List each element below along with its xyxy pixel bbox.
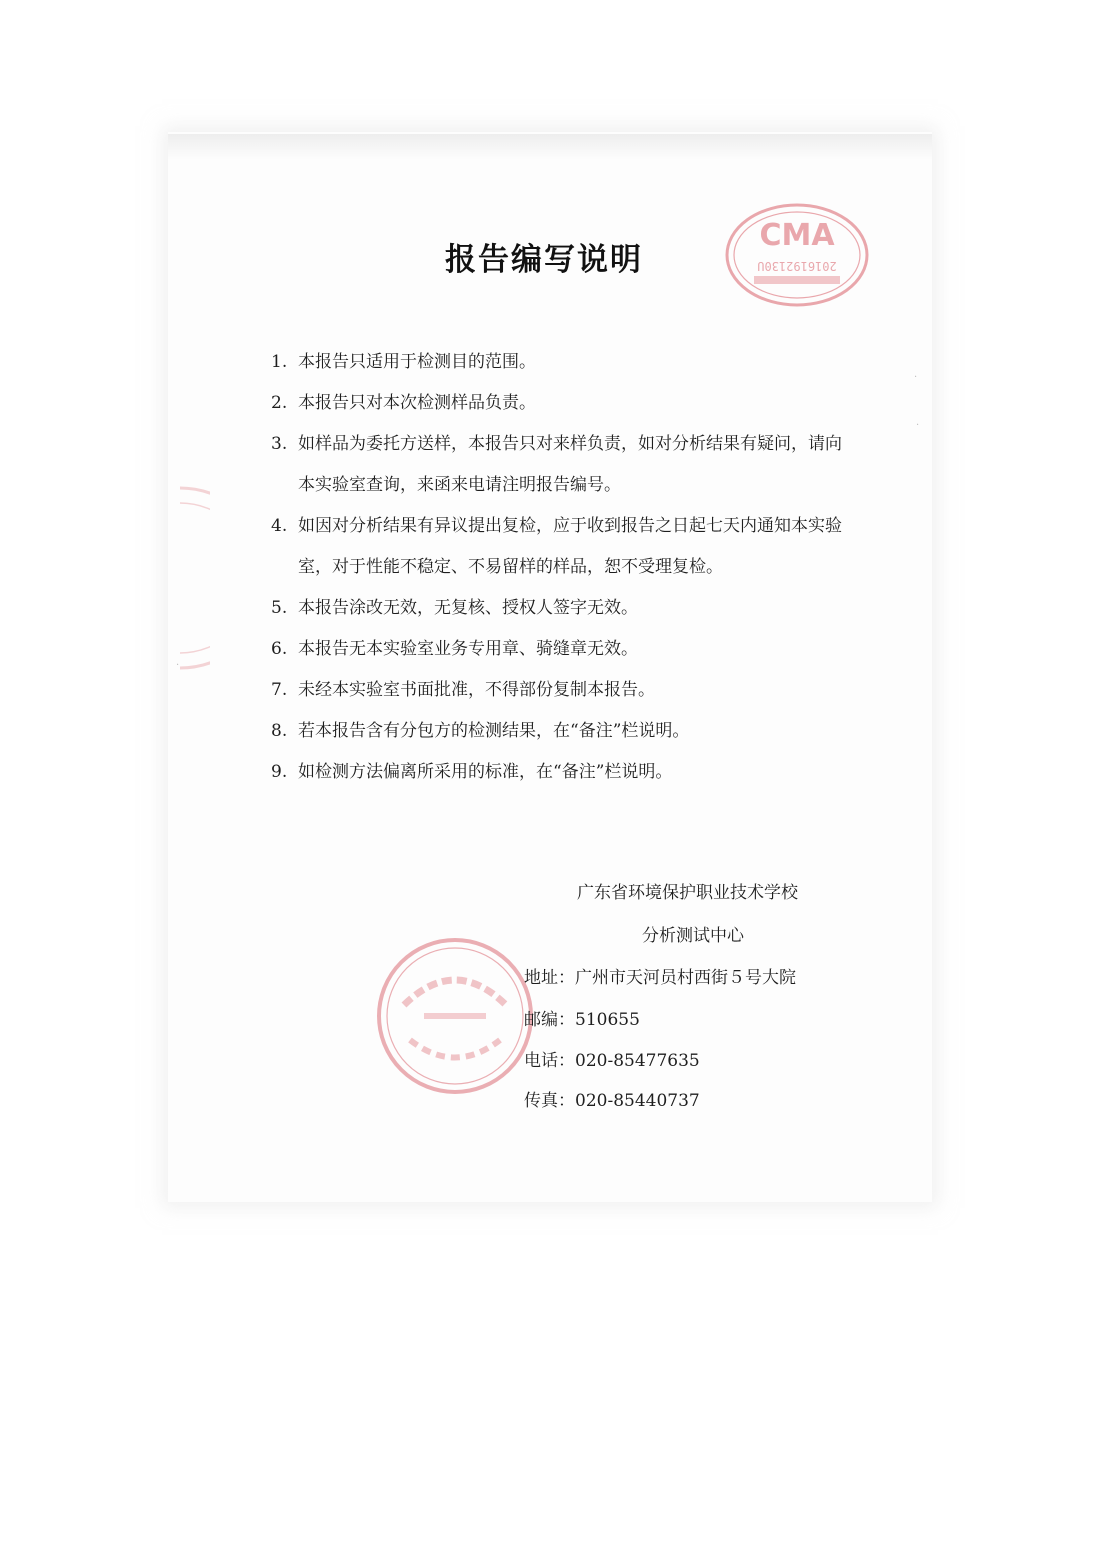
scan-speck: ·: [914, 372, 918, 383]
rule-text: 本报告无本实验室业务专用章、骑缝章无效。: [298, 639, 638, 659]
rule-text: 本报告涂改无效，无复核、授权人签字无效。: [298, 598, 638, 618]
rule-text: 如因对分析结果有异议提出复检，应于收到报告之日起七天内通知本实验室，对于性能不稳定、不易留样的样品，恕不受理复检。: [298, 516, 842, 577]
address-line: [524, 963, 796, 988]
phone-value: 020-85477635: [575, 1051, 700, 1071]
rule-text: 本报告只适用于检测目的范围。: [298, 352, 536, 372]
rule-number: 5.: [271, 598, 288, 618]
department-name: 分析测试中心: [642, 926, 744, 946]
rule-number: 7.: [271, 680, 288, 700]
svg-text:CMA: CMA: [759, 218, 835, 253]
fax-value: 020-85440737: [575, 1091, 700, 1111]
phone-label: 电话：: [524, 1051, 575, 1071]
organization-name: 广东省环境保护职业技术学校: [577, 883, 798, 903]
phone-line: [524, 1046, 700, 1071]
document-title: 报告编写说明: [445, 241, 643, 278]
rule-number: 8.: [271, 721, 288, 741]
rule-text: 如检测方法偏离所采用的标准，在“备注”栏说明。: [298, 762, 673, 782]
rule-text: 未经本实验室书面批准，不得部份复制本报告。: [298, 680, 655, 700]
address-label: 地址：: [524, 968, 575, 988]
rule-number: 2.: [271, 393, 288, 413]
rule-number: 6.: [271, 639, 288, 659]
rule-text: 如样品为委托方送样，本报告只对来样负责，如对分析结果有疑问，请向本实验室查询，来函来电请注明报告编号。: [298, 434, 842, 495]
fax-label: 传真：: [524, 1091, 575, 1111]
rule-number: 9.: [271, 762, 288, 782]
scan-speck: ·: [916, 420, 920, 431]
postcode-label: 邮编：: [524, 1010, 575, 1030]
svg-text:2016192130U: 2016192130U: [757, 259, 837, 273]
postcode-line: [524, 1005, 640, 1030]
rule-number: 4.: [271, 516, 288, 536]
rule-text: 若本报告含有分包方的检测结果，在“备注”栏说明。: [298, 721, 690, 741]
rule-number: 3.: [271, 434, 288, 454]
address-value: 广州市天河员村西街５号大院: [575, 968, 796, 988]
postcode-value: 510655: [575, 1010, 640, 1030]
scan-speck: ·: [176, 660, 180, 671]
rule-number: 1.: [271, 352, 288, 372]
fax-line: [524, 1086, 700, 1111]
rule-text: 本报告只对本次检测样品负责。: [298, 393, 536, 413]
